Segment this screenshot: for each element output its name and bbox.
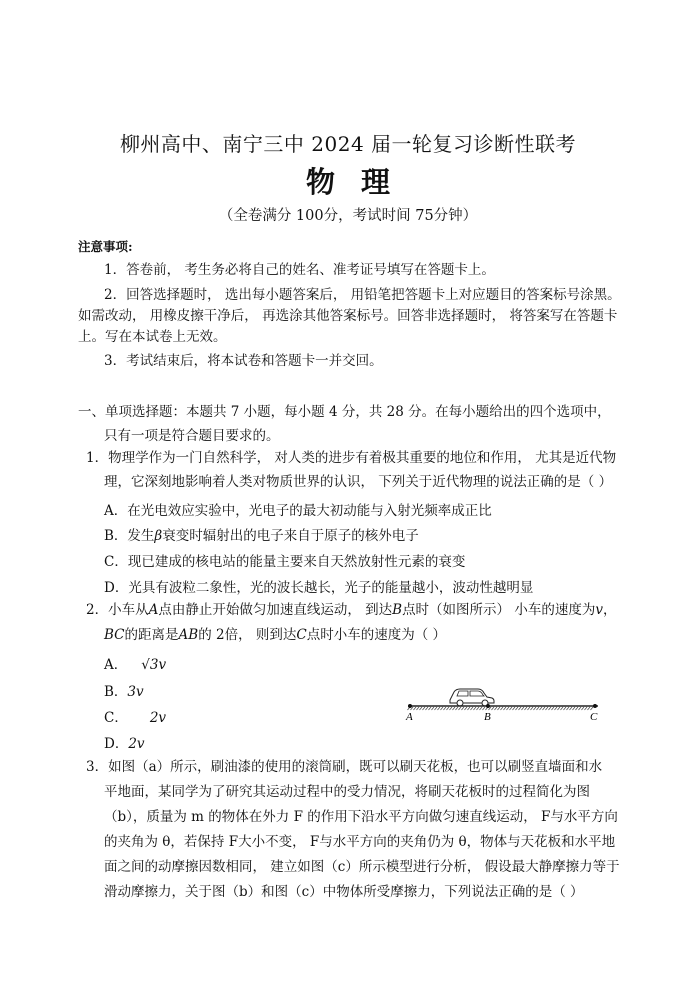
q3-stem-line-2: 平地面，某同学为了研究其运动过程中的受力情况，将刷天花板时的过程简化为图	[104, 784, 590, 800]
beta-symbol: β	[154, 528, 163, 544]
q2-var-c: C	[296, 627, 307, 643]
q2-option-c-label: C．	[104, 710, 128, 726]
q2-stem-line-1	[86, 599, 617, 621]
q2-option-b-label: B．	[104, 684, 128, 700]
q2-option-d-label: D．	[104, 736, 129, 752]
q2-var-ab: AB	[178, 627, 199, 643]
point-c-dot	[593, 704, 597, 708]
q2-text-2: 点由静止开始做匀加速直线运动， 到达	[158, 602, 393, 618]
q1-option-d: D．光具有波粒二象性，光的波长越长，光子的能量越小，波动性越明显	[104, 580, 534, 596]
notes-heading: 注意事项:	[78, 239, 133, 254]
q2-option-c	[104, 706, 166, 726]
section-1-line-1: 一、单项选择题：本题共 7 小题，每小题 4 分，共 28 分。在每小题给出的四个选项中，	[78, 404, 611, 420]
q2-text-3: 点时（如图所示） 小车的速度为	[402, 602, 596, 618]
q3-stem-line-3: （b），质量为 m 的物体在外力 F 的作用下沿水平方向做匀速直线运动， F与水平方向	[104, 809, 618, 825]
q2-var-b: B	[392, 602, 403, 618]
q2-track-figure	[398, 680, 608, 726]
q1-option-a: A．在光电效应实验中，光电子的最大初动能与入射光频率成正比	[104, 503, 492, 519]
note-2-line-1: 2．回答选择题时， 选出每小题答案后， 用铅笔把答题卡上对应题目的答案标号涂黑。	[104, 287, 621, 303]
point-b-label: B	[484, 711, 491, 723]
q2-text-1: 2．小车从	[86, 602, 149, 618]
q2-option-d-value: 2v	[128, 736, 145, 752]
q1-option-b-pre: B．发生	[104, 528, 155, 544]
q1-stem-line-1: 1．物理学作为一门自然科学， 对人类的进步有着极其重要的地位和作用， 尤其是近代物	[86, 450, 617, 466]
q2-option-b-value: 3v	[127, 684, 144, 700]
q3-stem-line-4: 的夹角为 θ，若保持 F大小不变， F与水平方向的夹角仍为 θ，物体与天花板和水平地	[104, 834, 616, 850]
section-1-line-2: 只有一项是符合题目要求的。	[104, 428, 280, 444]
q2-text-6: 的 2倍， 则到达	[198, 627, 297, 643]
q2-var-bc: BC	[104, 627, 125, 643]
note-3: 3．考试结束后，将本试卷和答题卡一并交回。	[104, 353, 383, 369]
score-info: （全卷满分 100分，考试时间 75分钟）	[218, 208, 478, 224]
q2-text-5: 的距离是	[124, 627, 179, 643]
q2-option-a	[104, 653, 166, 673]
car-icon	[450, 689, 494, 706]
q2-text-4: ，	[603, 602, 617, 618]
q3-stem-line-5: 面之间的动摩擦因数相同， 建立如图（c）所示模型进行分析， 假设最大静摩擦力等于	[104, 859, 620, 875]
q2-option-b	[104, 680, 144, 700]
note-2-line-3: 上。写在本试卷上无效。	[78, 329, 227, 345]
q1-option-b	[104, 524, 419, 544]
q2-var-a: A	[148, 602, 159, 618]
exam-title: 柳州高中、南宁三中 2024 届一轮复习诊断性联考	[119, 132, 577, 156]
q2-option-c-value: 2v	[149, 710, 167, 726]
ground-hatching	[408, 707, 594, 710]
q2-option-a-label: A．	[104, 657, 128, 673]
q3-stem-line-1: 3．如图（a）所示，刷油漆的使用的滚筒刷，既可以刷天花板，也可以刷竖直墙面和水	[86, 759, 603, 775]
note-1: 1．答卷前， 考生务必将自己的姓名、准考证号填写在答题卡上。	[104, 262, 495, 278]
q2-option-d	[104, 732, 145, 752]
q1-option-c: C．现已建成的核电站的能量主要来自天然放射性元素的衰变	[104, 554, 466, 570]
point-a-dot	[408, 704, 412, 708]
subject-title: 物理	[305, 165, 416, 199]
q2-var-v: v	[595, 602, 603, 618]
q2-option-a-value: √3v	[141, 657, 167, 673]
q1-stem-line-2: 理，它深刻地影响着人类对物质世界的认识， 下列关于近代物理的说法正确的是（ ）	[104, 474, 613, 490]
q2-text-7: 点时小车的速度为（ ）	[306, 627, 446, 643]
point-a-label: A	[406, 711, 413, 723]
q2-stem-line-2	[104, 624, 446, 646]
q3-stem-line-6: 滑动摩擦力，关于图（b）和图（c）中物体所受摩擦力，下列说法正确的是（ ）	[104, 884, 584, 900]
point-c-label: C	[590, 711, 598, 723]
q1-option-b-post: 衰变时辐射出的电子来自于原子的核外电子	[162, 528, 419, 544]
note-2-line-2: 如需改动， 用橡皮擦干净后， 再选涂其他答案标号。回答非选择题时， 将答案写在答题卡	[78, 308, 618, 324]
point-b-dot	[486, 704, 490, 708]
